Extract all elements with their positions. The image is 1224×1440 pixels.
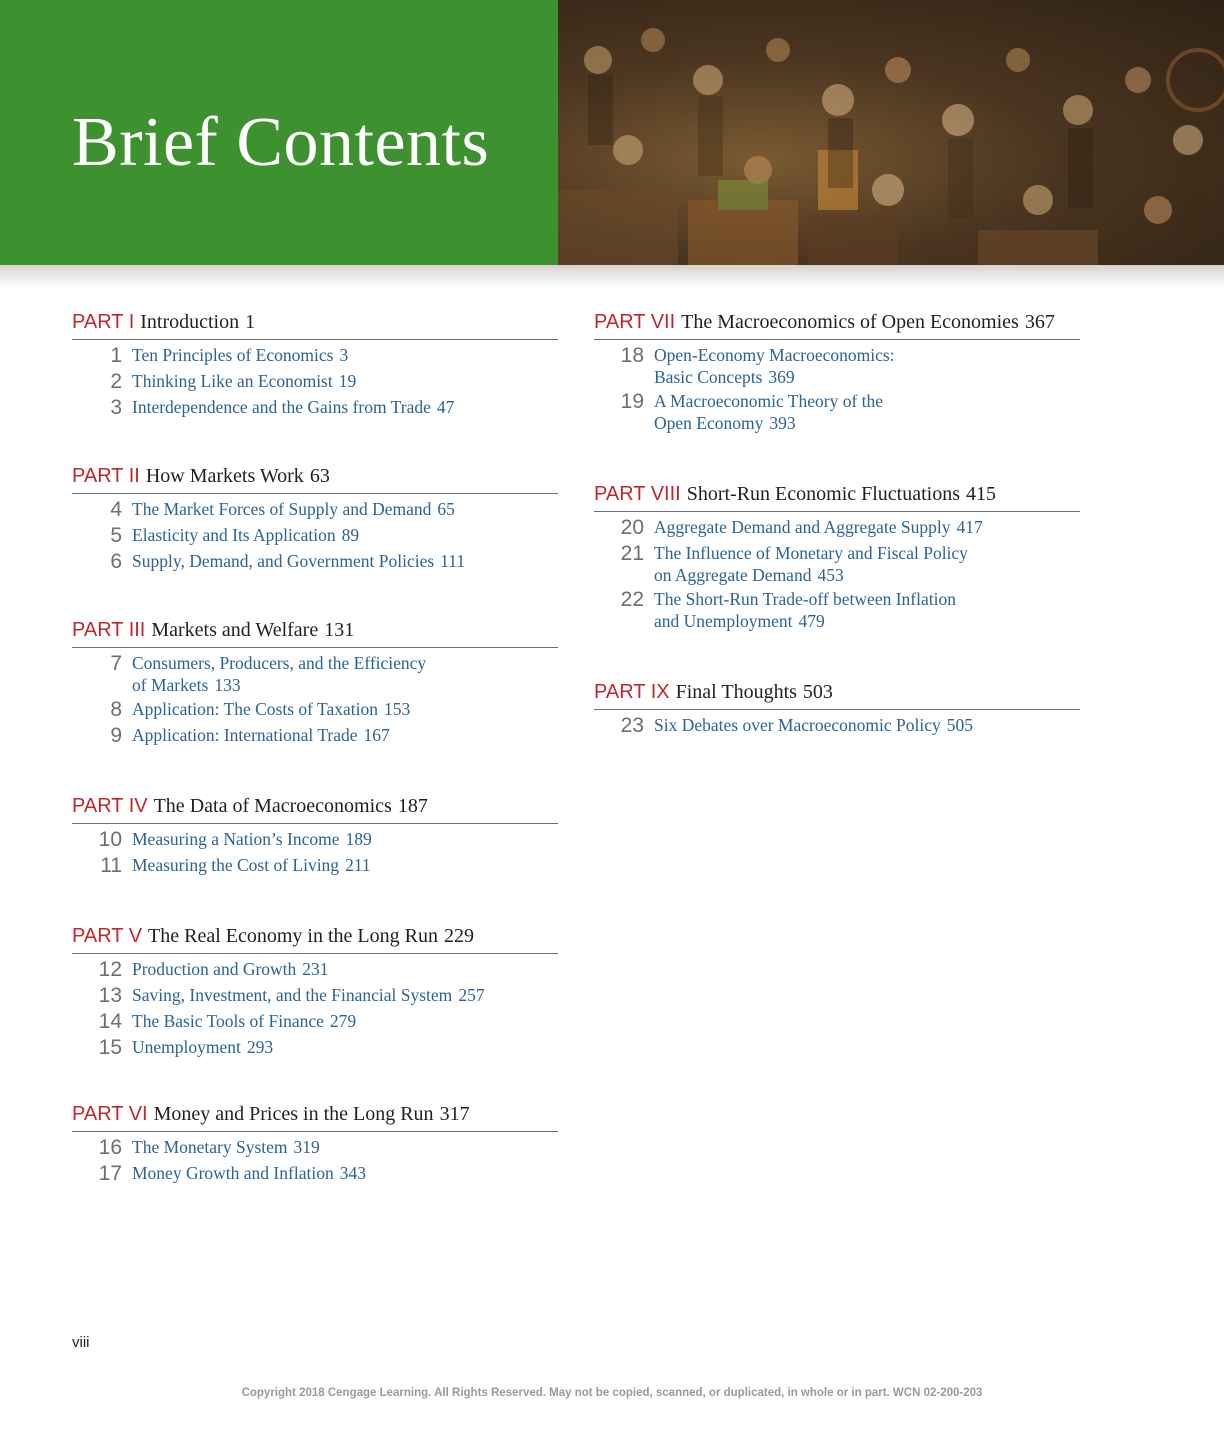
chapter-page-number: 189 xyxy=(345,829,372,849)
chapter-entry[interactable] xyxy=(72,984,558,1008)
part-label: PART IX xyxy=(594,681,670,703)
chapter-title-line xyxy=(654,366,1074,388)
chapter-title-text: Elasticity and Its Application xyxy=(132,525,336,545)
market-crowd-photo xyxy=(558,0,1224,265)
chapter-title-line xyxy=(654,542,1074,564)
chapter-title-line xyxy=(132,652,552,674)
part-heading xyxy=(72,794,558,824)
part-page-number: 229 xyxy=(443,925,474,947)
copyright-notice: Copyright 2018 Cengage Learning. All Rights Reserved. May not be copied, scanned, or duplicated, in whole or in part. WCN 02-200-203 xyxy=(241,1387,983,1399)
chapter-title-text: Production and Growth xyxy=(132,959,297,979)
chapter-entry[interactable] xyxy=(594,714,1080,738)
chapter-number: 10 xyxy=(98,828,122,851)
chapter-list xyxy=(72,652,558,748)
chapter-number: 14 xyxy=(98,1010,122,1033)
chapter-title-line xyxy=(132,854,552,876)
part-heading xyxy=(594,310,1080,340)
chapter-entry[interactable] xyxy=(72,524,558,548)
chapter-entry[interactable] xyxy=(72,1036,558,1060)
part-title: Money and Prices in the Long Run xyxy=(153,1103,434,1125)
chapter-title-text: Money Growth and Inflation xyxy=(132,1163,334,1183)
chapter-number: 5 xyxy=(110,524,122,547)
chapter-number: 20 xyxy=(620,516,644,539)
chapter-page-number: 257 xyxy=(458,985,485,1005)
chapter-title-line xyxy=(654,714,1074,736)
chapter-title-text: The Basic Tools of Finance xyxy=(132,1011,324,1031)
chapter-page-number: 343 xyxy=(339,1163,366,1183)
chapter-page-number: 231 xyxy=(302,959,329,979)
chapter-page-number: 505 xyxy=(946,715,973,735)
chapter-title-text: Application: International Trade xyxy=(132,725,358,745)
chapter-number: 2 xyxy=(110,370,122,393)
chapter-page-number: 19 xyxy=(338,371,357,391)
chapter-entry[interactable] xyxy=(594,390,1080,434)
page-title: Brief Contents xyxy=(72,104,490,181)
chapter-title-line xyxy=(654,516,1074,538)
chapter-entry[interactable] xyxy=(72,854,558,878)
chapter-page-number: 479 xyxy=(798,611,825,631)
part-page-number: 131 xyxy=(324,619,355,641)
chapter-title-line xyxy=(132,550,552,572)
chapter-page-number: 153 xyxy=(384,699,411,719)
chapter-title-link[interactable] xyxy=(132,498,552,520)
chapter-title-text: Measuring a Nation’s Income xyxy=(132,829,340,849)
part-title: How Markets Work xyxy=(145,465,304,487)
chapter-title-link[interactable] xyxy=(132,854,552,876)
chapter-title-text: Saving, Investment, and the Financial System xyxy=(132,985,453,1005)
chapter-number: 8 xyxy=(110,698,122,721)
header-banner xyxy=(0,0,1224,265)
chapter-number: 9 xyxy=(110,724,122,747)
chapter-title-line xyxy=(654,564,1074,586)
part-label: PART IV xyxy=(72,795,148,817)
chapter-page-number: 279 xyxy=(329,1011,357,1031)
chapter-entry[interactable] xyxy=(72,1136,558,1160)
chapter-page-number: 65 xyxy=(437,499,455,519)
part-title: Introduction xyxy=(140,311,240,333)
chapter-page-number: 393 xyxy=(769,413,796,433)
chapter-title-text: Open Economy xyxy=(654,413,764,433)
part-heading xyxy=(594,680,1080,710)
chapter-title-link[interactable] xyxy=(132,396,552,418)
chapter-title-line xyxy=(132,498,552,520)
part-label: PART III xyxy=(72,619,146,641)
chapter-number: 16 xyxy=(98,1136,122,1159)
part-page-number: 317 xyxy=(439,1103,470,1125)
chapter-entry[interactable] xyxy=(72,344,558,368)
chapter-entry[interactable] xyxy=(594,516,1080,540)
chapter-title-link[interactable] xyxy=(654,714,1074,736)
chapter-title-line xyxy=(132,1136,552,1158)
part-page-number: 63 xyxy=(309,465,330,487)
chapter-title-line xyxy=(132,958,552,980)
part-page-number: 367 xyxy=(1024,311,1055,333)
chapter-number: 23 xyxy=(620,714,644,737)
part-page-number: 415 xyxy=(966,483,997,505)
chapter-page-number: 111 xyxy=(440,551,466,571)
part-heading xyxy=(594,482,1080,512)
chapter-title-text: The Monetary System xyxy=(132,1137,288,1157)
part-label: PART II xyxy=(72,465,140,487)
chapter-title-line xyxy=(132,724,552,746)
chapter-title-text: The Market Forces of Supply and Demand xyxy=(132,499,432,519)
part-title: The Macroeconomics of Open Economies xyxy=(681,311,1019,333)
chapter-title-line xyxy=(654,344,1074,366)
chapter-title-text: Ten Principles of Economics xyxy=(132,345,334,365)
chapter-title-line xyxy=(132,698,552,720)
header-shadow xyxy=(0,265,1224,287)
part-section xyxy=(594,482,1080,632)
chapter-entry[interactable] xyxy=(72,828,558,852)
chapter-title-text: Open-Economy Macroeconomics: xyxy=(654,345,895,365)
part-title: The Data of Macroeconomics xyxy=(153,795,392,817)
chapter-title-text: Measuring the Cost of Living xyxy=(132,855,340,875)
part-section xyxy=(72,794,558,878)
chapter-title-link[interactable] xyxy=(132,370,552,392)
part-label: PART I xyxy=(72,311,135,333)
chapter-title-link[interactable] xyxy=(654,542,1074,586)
part-section xyxy=(594,680,1080,738)
part-title: Short-Run Economic Fluctuations xyxy=(686,483,961,505)
chapter-title-text: Supply, Demand, and Government Policies xyxy=(132,551,435,571)
chapter-number: 18 xyxy=(620,344,644,367)
chapter-number: 3 xyxy=(110,396,122,419)
part-section xyxy=(72,310,558,420)
chapter-title-link[interactable] xyxy=(132,344,552,366)
part-section xyxy=(72,464,558,574)
chapter-title-link[interactable] xyxy=(132,1162,552,1184)
part-section xyxy=(72,618,558,748)
chapter-title-link[interactable] xyxy=(132,1036,552,1058)
chapter-entry[interactable] xyxy=(594,542,1080,586)
chapter-title-line xyxy=(132,828,552,850)
chapter-entry[interactable] xyxy=(72,652,558,696)
chapter-page-number: 167 xyxy=(363,725,390,745)
chapter-title-line xyxy=(132,1162,552,1184)
chapter-title-text: Interdependence and the Gains from Trade xyxy=(132,397,431,417)
chapter-title-link[interactable] xyxy=(132,652,552,696)
chapter-number: 19 xyxy=(620,390,644,413)
chapter-entry[interactable] xyxy=(72,396,558,420)
chapter-title-link[interactable] xyxy=(132,828,552,850)
part-title: Markets and Welfare xyxy=(151,619,319,641)
chapter-list xyxy=(72,958,558,1060)
chapter-page-number: 453 xyxy=(817,565,844,585)
chapter-title-text: Aggregate Demand and Aggregate Supply xyxy=(654,517,951,537)
chapter-title-text: Thinking Like an Economist xyxy=(132,371,333,391)
chapter-number: 12 xyxy=(98,958,122,981)
chapter-number: 11 xyxy=(100,854,122,877)
part-page-number: 187 xyxy=(397,795,428,817)
chapter-title-text: Consumers, Producers, and the Efficiency xyxy=(132,653,427,673)
chapter-number: 1 xyxy=(110,344,122,367)
chapter-title-text: and Unemployment xyxy=(654,611,793,631)
chapter-title-line xyxy=(654,588,1074,610)
chapter-page-number: 369 xyxy=(768,367,795,387)
part-section xyxy=(72,1102,558,1186)
chapter-title-text: Basic Concepts xyxy=(654,367,763,387)
part-heading xyxy=(72,310,558,340)
green-title-band xyxy=(0,0,558,265)
chapter-title-link[interactable] xyxy=(654,516,1074,538)
chapter-entry[interactable] xyxy=(594,588,1080,632)
chapter-title-text: A Macroeconomic Theory of the xyxy=(654,391,884,411)
chapter-title-line xyxy=(132,524,552,546)
chapter-title-link[interactable] xyxy=(654,588,1074,632)
chapter-number: 7 xyxy=(110,652,122,675)
chapter-title-line xyxy=(132,1036,552,1058)
chapter-page-number: 133 xyxy=(214,675,241,695)
part-title: The Real Economy in the Long Run xyxy=(148,925,438,947)
chapter-number: 17 xyxy=(98,1162,122,1185)
chapter-title-line xyxy=(132,1010,552,1032)
chapter-number: 4 xyxy=(110,498,122,521)
part-label: PART VII xyxy=(594,311,676,333)
chapter-entry[interactable] xyxy=(72,498,558,522)
chapter-title-text: Six Debates over Macroeconomic Policy xyxy=(654,715,941,735)
chapter-title-link[interactable] xyxy=(654,344,1074,388)
chapter-title-link[interactable] xyxy=(132,1136,552,1158)
chapter-number: 15 xyxy=(98,1036,122,1059)
chapter-title-text: Unemployment xyxy=(132,1037,241,1057)
chapter-entry[interactable] xyxy=(72,958,558,982)
chapter-page-number: 47 xyxy=(436,397,455,417)
chapter-number: 21 xyxy=(620,542,644,565)
part-page-number: 503 xyxy=(802,681,833,703)
chapter-title-link[interactable] xyxy=(132,698,552,720)
part-title: Final Thoughts xyxy=(675,681,797,703)
chapter-title-link[interactable] xyxy=(132,958,552,980)
chapter-title-text: The Influence of Monetary and Fiscal Policy xyxy=(654,543,968,563)
chapter-title-line xyxy=(654,390,1074,412)
chapter-title-line xyxy=(132,370,552,392)
chapter-list xyxy=(594,344,1080,434)
chapter-number: 22 xyxy=(620,588,644,611)
chapter-page-number: 417 xyxy=(956,517,983,537)
part-page-number: 1 xyxy=(245,311,256,333)
chapter-title-line xyxy=(132,344,552,366)
chapter-list xyxy=(594,714,1080,738)
page-number: viii xyxy=(72,1334,90,1351)
chapter-entry[interactable] xyxy=(72,370,558,394)
chapter-title-text: on Aggregate Demand xyxy=(654,565,812,585)
chapter-page-number: 3 xyxy=(339,345,349,365)
chapter-page-number: 211 xyxy=(345,855,371,875)
chapter-title-link[interactable] xyxy=(132,724,552,746)
part-heading xyxy=(72,1102,558,1132)
chapter-entry[interactable] xyxy=(594,344,1080,388)
chapter-title-text: The Short-Run Trade-off between Inflation xyxy=(654,589,956,609)
chapter-title-text: Application: The Costs of Taxation xyxy=(132,699,379,719)
chapter-page-number: 293 xyxy=(246,1037,274,1057)
chapter-page-number: 319 xyxy=(293,1137,320,1157)
chapter-page-number: 89 xyxy=(341,525,360,545)
chapter-entry[interactable] xyxy=(72,724,558,748)
chapter-list xyxy=(594,516,1080,632)
chapter-entry[interactable] xyxy=(72,1010,558,1034)
part-heading xyxy=(72,464,558,494)
chapter-title-link[interactable] xyxy=(654,390,1074,434)
chapter-title-link[interactable] xyxy=(132,524,552,546)
chapter-list xyxy=(72,344,558,420)
chapter-title-line xyxy=(132,674,552,696)
chapter-list xyxy=(72,1136,558,1186)
chapter-title-link[interactable] xyxy=(132,550,552,572)
chapter-title-line xyxy=(132,396,552,418)
chapter-entry[interactable] xyxy=(72,1162,558,1186)
chapter-number: 13 xyxy=(98,984,122,1007)
chapter-title-text: of Markets xyxy=(132,675,209,695)
part-section xyxy=(72,924,558,1060)
part-label: PART VI xyxy=(72,1103,148,1125)
chapter-entry[interactable] xyxy=(72,698,558,722)
chapter-title-line xyxy=(132,984,552,1006)
chapter-title-line xyxy=(654,610,1074,632)
chapter-entry[interactable] xyxy=(72,550,558,574)
part-label: PART V xyxy=(72,925,143,947)
chapter-list xyxy=(72,498,558,574)
chapter-list xyxy=(72,828,558,878)
chapter-title-link[interactable] xyxy=(132,984,552,1006)
chapter-title-link[interactable] xyxy=(132,1010,552,1032)
chapter-number: 6 xyxy=(110,550,122,573)
chapter-title-line xyxy=(654,412,1074,434)
part-section xyxy=(594,310,1080,434)
part-heading xyxy=(72,924,558,954)
part-heading xyxy=(72,618,558,648)
part-label: PART VIII xyxy=(594,483,681,505)
